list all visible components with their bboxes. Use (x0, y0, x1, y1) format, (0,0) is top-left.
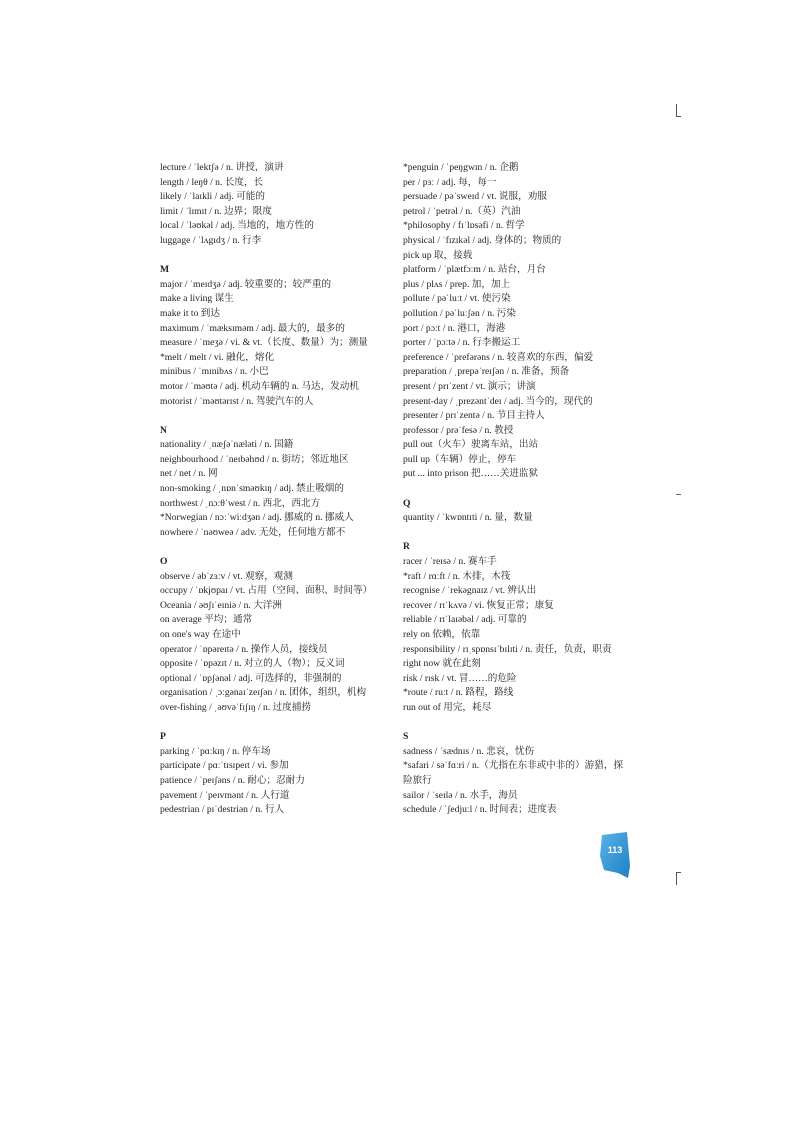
section-letter-heading: O (160, 556, 168, 568)
glossary-entry: porter / ˈpɔːtə / n. 行李搬运工 (403, 337, 521, 349)
glossary-entry: *philosophy / fɪˈlɒsəfi / n. 哲学 (403, 220, 525, 232)
glossary-entry: observe / əbˈzɜːv / vt. 观察，观测 (160, 570, 293, 582)
glossary-entry: risk / rɪsk / vt. 冒……的危险 (403, 672, 517, 684)
glossary-entry: present-day / ˌprezəntˈdeɪ / adj. 当今的，现代的 (403, 395, 593, 407)
glossary-entry: recover / rɪˈkʌvə / vi. 恢复正常；康复 (403, 599, 554, 611)
glossary-entry: make it to 到达 (160, 307, 220, 319)
glossary-entry: preference / ˈprefərəns / n. 较喜欢的东西，偏爱 (403, 351, 594, 363)
page-number: 113 (607, 845, 623, 855)
glossary-entry: likely / ˈlaɪkli / adj. 可能的 (160, 191, 265, 203)
page-number-tab (600, 832, 632, 878)
glossary-column-right (403, 161, 628, 818)
section-letter-heading: S (403, 731, 409, 743)
section-letter-heading: N (160, 424, 167, 436)
glossary-entry: pollute / pəˈluːt / vt. 使污染 (403, 293, 511, 305)
glossary-entry: right now 就在此刻 (403, 658, 481, 670)
glossary-entry: pavement / ˈpeɪvmənt / n. 人行道 (160, 789, 290, 801)
glossary-entry: on one's way 在途中 (160, 629, 241, 640)
glossary-entry: rely on 依赖，依靠 (403, 629, 481, 640)
glossary-entry: maximum / ˈmæksɪməm / adj. 最大的，最多的 (160, 322, 345, 334)
glossary-entry: quantity / ˈkwɒntɪti / n. 量，数量 (403, 512, 533, 524)
glossary-entry: plus / plʌs / prep. 加，加上 (403, 278, 511, 290)
glossary-entry: participate / pɑːˈtɪsɪpeɪt / vi. 参加 (160, 760, 289, 772)
glossary-entry: patience / ˈpeɪʃəns / n. 耐心；忍耐力 (160, 774, 305, 786)
glossary-entry: pollution / pəˈluːʃən / n. 污染 (403, 307, 516, 319)
glossary-entry: pedestrian / pɪˈdestriən / n. 行人 (160, 804, 285, 816)
glossary-entry: racer / ˈreɪsə / n. 赛车手 (403, 556, 497, 568)
glossary-entry: sailor / ˈseɪlə / n. 水手，海员 (403, 789, 518, 801)
glossary-entry: neighbourhood / ˈneɪbəhʊd / n. 街坊；邻近地区 (160, 453, 349, 465)
glossary-entry: length / leŋθ / n. 长度，长 (160, 176, 264, 188)
margin-tick (676, 494, 681, 495)
glossary-entry: limit / ˈlɪmɪt / n. 边界；限度 (160, 205, 272, 217)
glossary-entry: persuade / pəˈsweɪd / vt. 说服，劝服 (403, 191, 547, 203)
glossary-entry: organisation / ˌɔːgənaɪˈzeɪʃən / n. 团体，组织，机构 (160, 687, 367, 699)
page-tab-shape (600, 832, 632, 878)
glossary-entry: local / ˈləʊkəl / adj. 当地的，地方性的 (160, 220, 314, 232)
glossary-entry: *raft / rɑːft / n. 木排，木筏 (403, 570, 511, 582)
glossary-entry: major / ˈmeɪdʒə / adj. 较重要的；较严重的 (160, 278, 332, 290)
glossary-entry: luggage / ˈlʌgɪdʒ / n. 行李 (160, 234, 262, 246)
glossary-entry: northwest / ˌnɔːθˈwest / n. 西北，西北方 (160, 497, 321, 509)
glossary-column-left (160, 161, 385, 818)
glossary-entry: responsibility / rɪˌspɒnsɪˈbɪlɪti / n. 责任，负责，职责 (403, 643, 612, 655)
glossary-entry: petrol / ˈpetrəl / n.（英）汽油 (403, 205, 521, 217)
glossary-entry: motor / ˈməʊtə / adj. 机动车辆的 n. 马达，发动机 (160, 380, 359, 392)
glossary-entry: per / pɜː / adj. 每，每一 (403, 176, 497, 188)
glossary-entry: schedule / ˈʃedjuːl / n. 时间表；进度表 (403, 804, 557, 816)
glossary-entry: lecture / ˈlektʃə / n. 讲授，演讲 (160, 162, 284, 173)
glossary-entry: on average 平均；通常 (160, 614, 253, 626)
glossary-entry: optional / ˈɒpʃənəl / adj. 可选择的，非强制的 (160, 672, 342, 684)
glossary-entry: non-smoking / ˌnɒnˈsməʊkɪŋ / adj. 禁止吸烟的 (160, 483, 344, 495)
glossary-entry: pull out（火车）驶离车站，出站 (403, 439, 539, 451)
glossary-entry: *penguin / ˈpeŋgwɪn / n. 企鹅 (403, 162, 519, 173)
crop-mark-top-right (676, 104, 681, 117)
glossary-entry: recognise / ˈrekəgnaɪz / vt. 辨认出 (403, 585, 537, 597)
section-letter-heading: P (160, 731, 166, 743)
glossary-entry: pull up（车辆）停止，停车 (403, 453, 517, 465)
glossary-entry: operator / ˈɒpəreɪtə / n. 操作人员，接线员 (160, 643, 328, 655)
glossary-entry: occupy / ˈɒkjʊpaɪ / vt. 占用（空间、面积、时间等） (160, 585, 373, 597)
glossary-entry: nationality / ˌnæʃəˈnæləti / n. 国籍 (160, 439, 294, 451)
glossary-entry: *melt / melt / vi. 融化，熔化 (160, 351, 275, 363)
glossary-entry: run out of 用完，耗尽 (403, 701, 492, 713)
glossary-entry: Oceania / əʊʃɪˈeɪniə / n. 大洋洲 (160, 599, 282, 611)
glossary-entry: sadness / ˈsædnɪs / n. 悲哀，忧伤 (403, 745, 535, 757)
section-letter-heading: R (403, 541, 410, 553)
crop-mark-bottom-right (676, 872, 681, 885)
glossary-entry: *safari / səˈfɑːri / n.（尤指在东非或中非的）游猎，探险旅行 (403, 760, 624, 786)
glossary-entry: nowhere / ˈnəʊweə / adv. 无处，任何地方都不 (160, 526, 346, 538)
glossary-entry: motorist / ˈməʊtərɪst / n. 驾驶汽车的人 (160, 395, 314, 407)
glossary-entry: platform / ˈplætfɔːm / n. 站台，月台 (403, 264, 546, 276)
glossary-entry: reliable / rɪˈlaɪəbəl / adj. 可靠的 (403, 614, 527, 626)
glossary-entry: minibus / ˈmɪnibʌs / n. 小巴 (160, 366, 269, 378)
glossary-entry: net / net / n. 网 (160, 468, 218, 480)
glossary-entry: put ... into prison 把……关进监狱 (403, 468, 539, 480)
glossary-entry: port / pɔːt / n. 港口，海港 (403, 322, 506, 334)
glossary-entry: parking / ˈpɑːkɪŋ / n. 停车场 (160, 745, 271, 757)
glossary-entry: pick up 取，接载 (403, 249, 473, 261)
glossary-entry: present / prɪˈzent / vt. 演示；讲演 (403, 380, 536, 392)
glossary-entry: *Norwegian / nɔːˈwiːdʒən / adj. 挪威的 n. 挪威人 (160, 512, 354, 524)
glossary-entry: preparation / ˌprepəˈreɪʃən / n. 准备，预备 (403, 366, 570, 378)
glossary-entry: make a living 谋生 (160, 293, 234, 305)
glossary-entry: presenter / prɪˈzentə / n. 节目主持人 (403, 410, 545, 422)
glossary-entry: physical / ˈfɪzɪkəl / adj. 身体的；物质的 (403, 234, 562, 246)
glossary-entry: opposite / ˈɒpəzɪt / n. 对立的人（物）；反义词 (160, 658, 345, 670)
glossary-entry: measure / ˈmeʒə / vi. & vt.（长度、数量）为；测量 (160, 337, 368, 349)
section-letter-heading: M (160, 264, 170, 276)
glossary-entry: over-fishing / ˌəʊvəˈfɪʃɪŋ / n. 过度捕捞 (160, 701, 312, 713)
glossary-entry: *route / ruːt / n. 路程，路线 (403, 687, 514, 699)
section-letter-heading: Q (403, 497, 411, 509)
glossary-entry: professor / prəˈfesə / n. 教授 (403, 424, 514, 436)
